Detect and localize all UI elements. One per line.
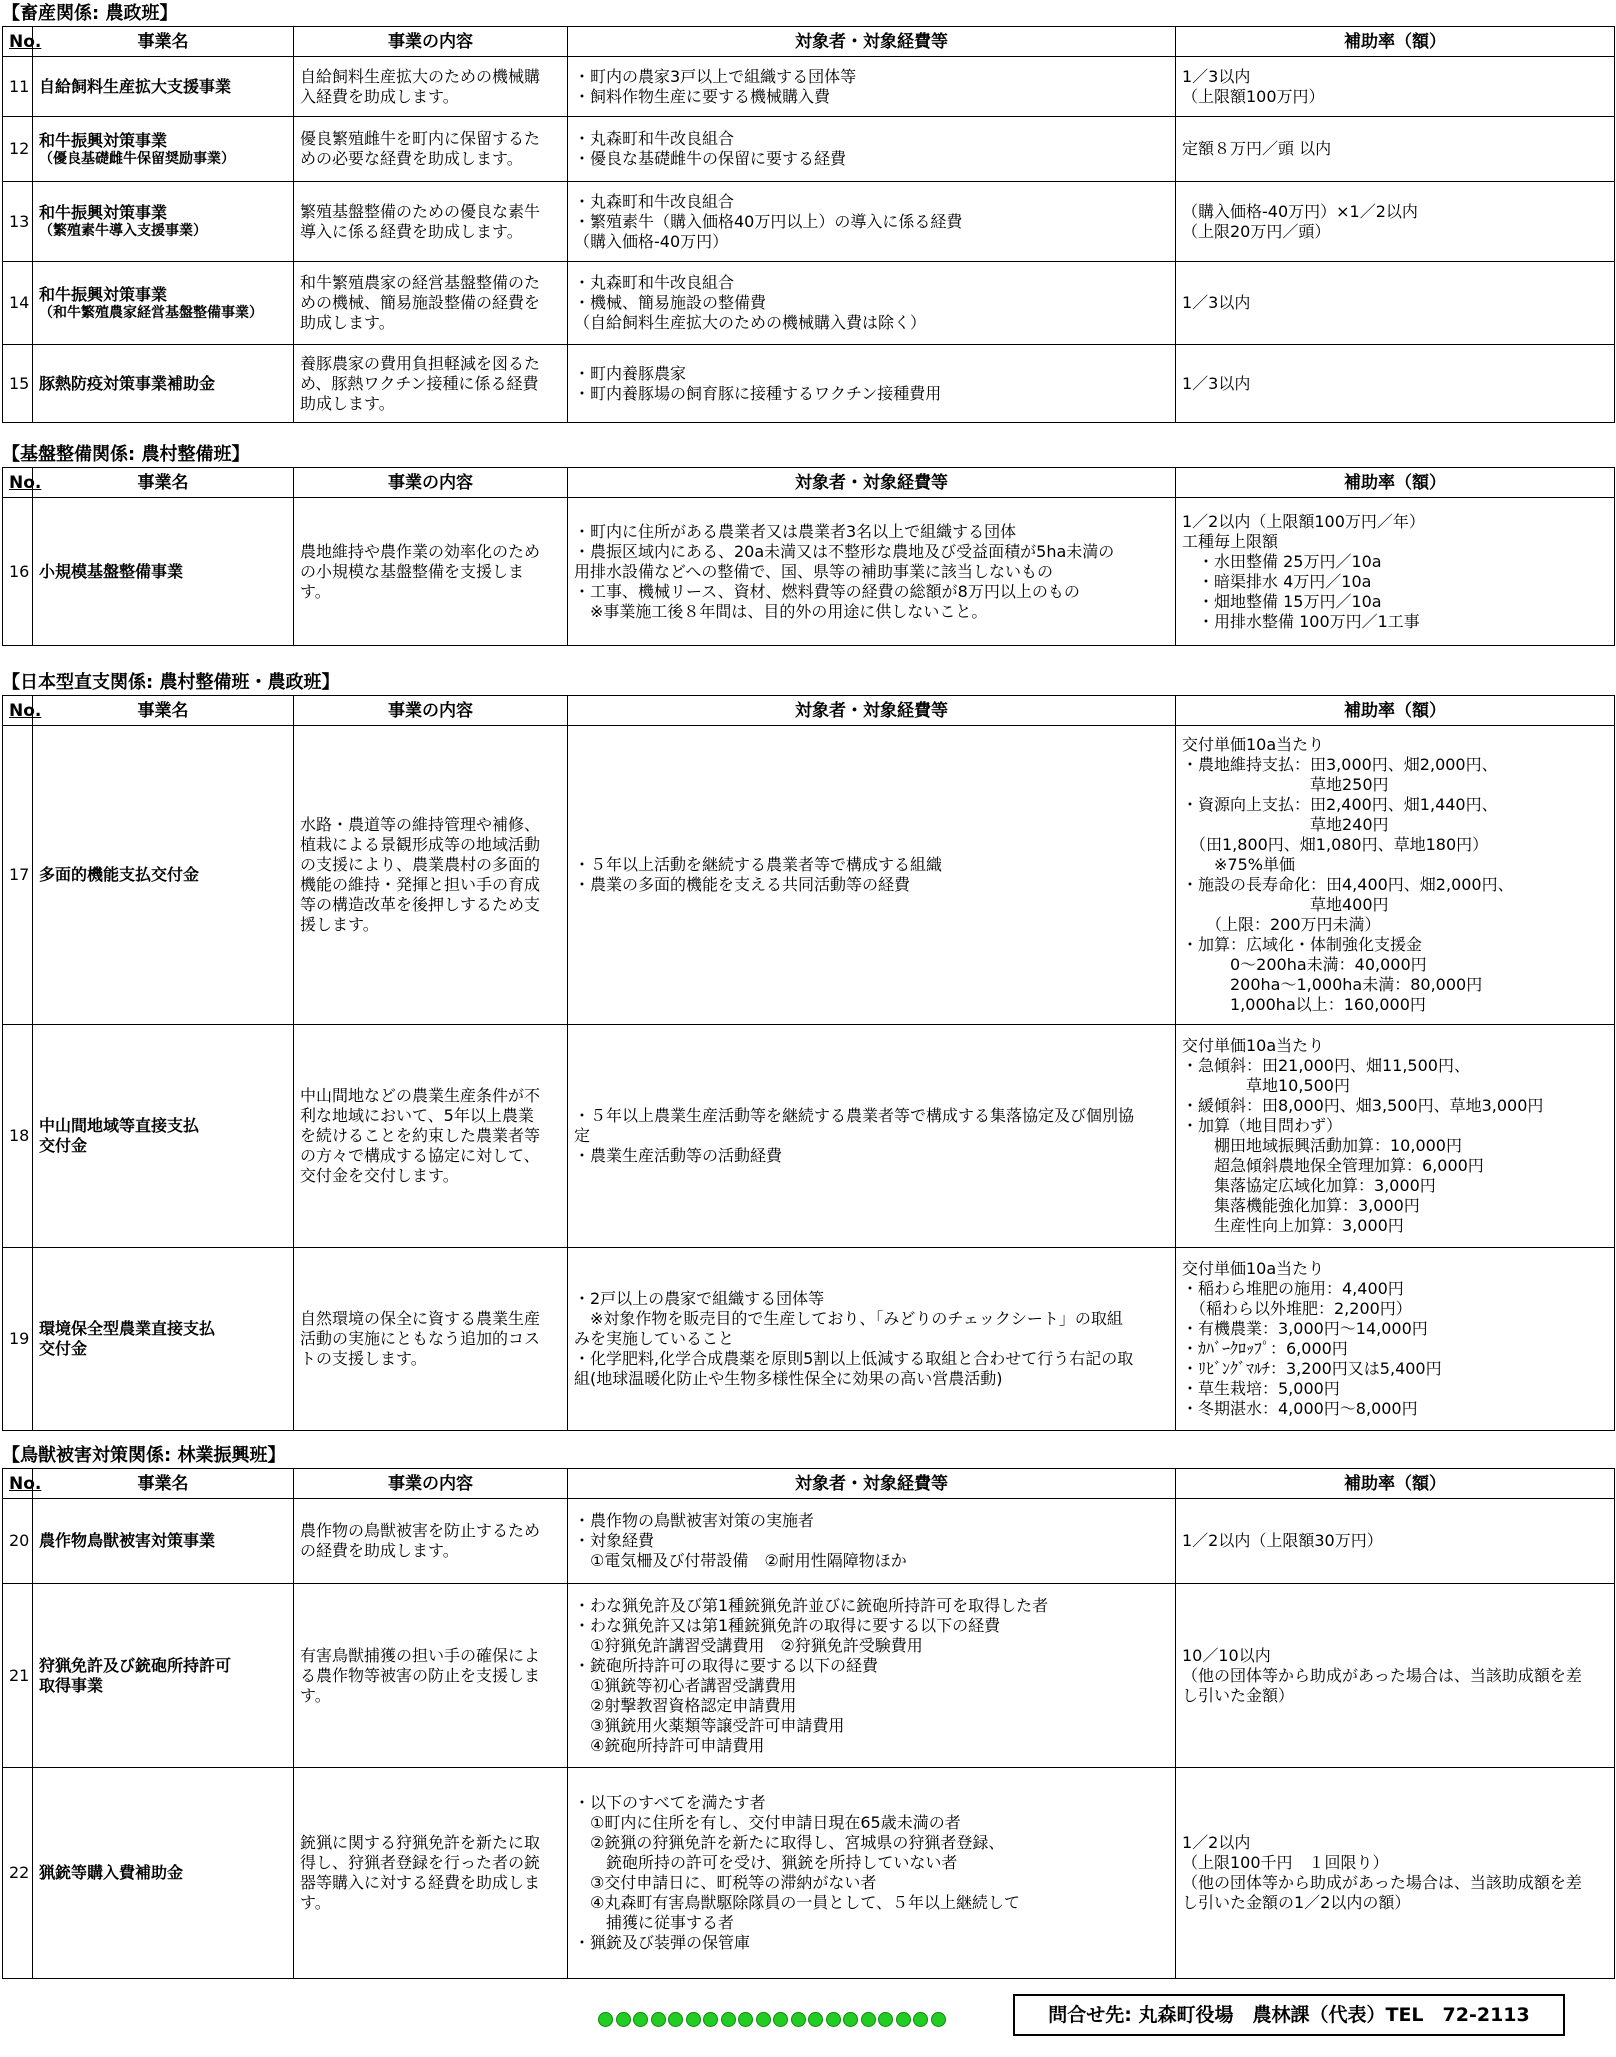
program-description-line: の小規模な基盤整備を支援しま: [300, 561, 525, 581]
green-dot: [861, 2012, 876, 2027]
target-and-costs-line: ②射撃教習資格認定申請費用: [574, 1695, 797, 1715]
target-and-costs-line: 銃砲所持の許可を受け、猟銃を所持していない者: [574, 1853, 958, 1872]
subsidy-rate-line: 1／3以内: [1182, 66, 1251, 86]
target-and-costs-line: ・銃砲所持許可の取得に要する以下の経費: [574, 1655, 879, 1675]
subsidy-rate-line: ・畑地整備 15万円／10a: [1182, 591, 1382, 611]
row-number: 20: [3, 1499, 33, 1584]
green-dot: [878, 2012, 893, 2027]
contact-box: [1013, 1994, 1565, 2036]
green-dot: [703, 2012, 718, 2027]
program-name-line: 自給飼料生産拡大支援事業: [39, 76, 232, 96]
program-name-line: 豚熱防疫対策事業補助金: [39, 373, 216, 393]
program-description: [294, 1248, 568, 1431]
target-and-costs-line: ①狩猟免許講習受講費用 ②狩猟免許受験費用: [574, 1635, 923, 1655]
target-and-costs-line: ・わな猟免許及び第1種銃猟免許並びに銃砲所持許可を取得した者: [574, 1595, 1049, 1615]
subsidy-rate: [1176, 726, 1615, 1025]
target-and-costs-line: 組(地球温暖化防止や生物多様性保全に効果の高い営農活動): [574, 1369, 1003, 1388]
target-and-costs: [568, 182, 1176, 262]
header-rate: 補助率（額）: [1176, 27, 1615, 57]
target-and-costs-line: ・農業の多面的機能を支える共同活動等の経費: [574, 875, 911, 894]
row-number: 16: [3, 498, 33, 646]
program-description-line: 和牛繁殖農家の経営基盤整備のた: [300, 273, 541, 292]
program-name: [33, 1025, 294, 1248]
program-description: [294, 1584, 568, 1768]
header-rate: 補助率（額）: [1176, 696, 1615, 726]
target-and-costs-line: ・化学肥料,化学合成農薬を原則5割以上低減する取組と合わせて行う右記の取: [574, 1349, 1134, 1368]
subsidy-rate-line: 1／3以内: [1182, 293, 1251, 312]
target-and-costs-line: ・町内の農家3戸以上で組織する団体等: [574, 66, 857, 86]
header-name: 事業名: [33, 27, 294, 57]
table-row: [3, 57, 1615, 117]
subsidy-rate-line: （上限額100万円）: [1182, 86, 1325, 106]
subsidy-rate-line: 集落協定広域化加算：3,000円: [1182, 1176, 1436, 1195]
subsidy-rate-line: 草地240円: [1182, 815, 1389, 834]
header-no: No.: [3, 468, 33, 498]
green-dot: [913, 2012, 928, 2027]
program-description-line: 自然環境の保全に資する農業生産: [300, 1309, 541, 1328]
program-name-line: 猟銃等購入費補助金: [39, 1863, 184, 1882]
table-header-row: [3, 468, 1615, 498]
target-and-costs-line: 捕獲に従事する者: [574, 1913, 735, 1932]
program-description-line: 有害鳥獣捕獲の担い手の確保によ: [300, 1645, 541, 1665]
target-and-costs: [568, 498, 1176, 646]
target-and-costs-line: ・2戸以上の農家で組織する団体等: [574, 1289, 825, 1308]
green-dot: [843, 2012, 858, 2027]
program-name: [33, 498, 294, 646]
subsidy-rate-line: 交付単価10a当たり: [1182, 735, 1325, 754]
target-and-costs-line: ・５年以上農業生産活動等を継続する農業者等で構成する集落協定及び個別協: [574, 1106, 1135, 1125]
program-name-line: 小規模基盤整備事業: [39, 561, 184, 581]
section-title: 【日本型直支関係: 農村整備班・農政班】: [2, 672, 340, 693]
target-and-costs-line: ・以下のすべてを満たす者: [574, 1793, 766, 1812]
program-name-line: 和牛振興対策事業: [39, 130, 168, 150]
subsidy-rate-line: し引いた金額の1／2以内の額）: [1182, 1893, 1411, 1912]
subsidy-rate-line: 定額８万円／頭 以内: [1182, 139, 1332, 158]
subsidy-rate-line: ・急傾斜：田21,000円、畑11,500円、: [1182, 1056, 1470, 1075]
program-subname: （繁殖素牛導入支援事業）: [39, 223, 207, 239]
row-number: 17: [3, 726, 33, 1025]
subsidy-rate: [1176, 345, 1615, 423]
subsidy-rate-line: 1／2以内（上限額30万円）: [1182, 1531, 1383, 1550]
target-and-costs: [568, 1025, 1176, 1248]
target-and-costs-line: ・農振区域内にある、20a未満又は不整形な農地及び受益面積が5ha未満の: [574, 541, 1115, 561]
program-description: [294, 1768, 568, 1979]
program-name: [33, 1499, 294, 1584]
subsidy-table: [2, 26, 1615, 423]
program-description-line: 繁殖基盤整備のための優良な素牛: [300, 201, 541, 221]
table-row: [3, 1025, 1615, 1248]
program-name-line: 多面的機能支払交付金: [39, 865, 200, 884]
program-description-line: 農作物の鳥獣被害を防止するため: [300, 1521, 541, 1540]
green-dot: [633, 2012, 648, 2027]
subsidy-rate: [1176, 182, 1615, 262]
program-name-line: 和牛振興対策事業: [39, 284, 168, 304]
green-dot: [738, 2012, 753, 2027]
program-name: [33, 1248, 294, 1431]
subsidy-rate: [1176, 1584, 1615, 1768]
target-and-costs-line: ②銃猟の狩猟免許を新たに取得し、宮城県の狩猟者登録、: [574, 1833, 1005, 1852]
target-and-costs-line: 用排水設備などへの整備で、国、県等の補助事業に該当しないもの: [574, 561, 1054, 581]
green-dot-divider: [598, 2012, 946, 2030]
program-description: [294, 117, 568, 182]
program-subname: （優良基礎雌牛保留奨励事業）: [39, 150, 235, 167]
program-description-line: 農地維持や農作業の効率化のため: [300, 541, 541, 561]
table-row: [3, 262, 1615, 345]
subsidy-rate: [1176, 1248, 1615, 1431]
row-number: 11: [3, 57, 33, 117]
program-description-line: 機能の維持・発揮と担い手の育成: [300, 875, 541, 894]
program-description: [294, 262, 568, 345]
green-dot: [931, 2012, 946, 2027]
target-and-costs-line: ①猟銃等初心者講習受講費用: [574, 1675, 797, 1695]
green-dot: [668, 2012, 683, 2027]
target-and-costs: [568, 1768, 1176, 1979]
table-row: [3, 726, 1615, 1025]
program-name: [33, 1584, 294, 1768]
row-number: 21: [3, 1584, 33, 1768]
program-description-line: 養豚農家の費用負担軽減を図るた: [300, 353, 541, 373]
target-and-costs-line: ・丸森町和牛改良組合: [574, 273, 735, 292]
program-name: [33, 1768, 294, 1979]
target-and-costs-line: ・繁殖素牛（購入価格40万円以上）の導入に係る経費: [574, 211, 963, 231]
target-and-costs-line: ※事業施工後８年間は、目的外の用途に供しないこと。: [574, 601, 988, 621]
header-name: 事業名: [33, 1469, 294, 1499]
row-number: 12: [3, 117, 33, 182]
target-and-costs: [568, 57, 1176, 117]
program-name: [33, 57, 294, 117]
target-and-costs: [568, 726, 1176, 1025]
subsidy-rate-line: （上限100千円 １回限り）: [1182, 1853, 1389, 1872]
subsidy-rate-line: 交付単価10a当たり: [1182, 1036, 1325, 1055]
program-description-line: 自給飼料生産拡大のための機械購: [300, 66, 541, 86]
target-and-costs-line: みを実施していること: [574, 1329, 735, 1348]
target-and-costs-line: ・対象経費: [574, 1531, 655, 1550]
program-description: [294, 57, 568, 117]
subsidy-rate-line: ・施設の長寿命化：田4,400円、畑2,000円、: [1182, 875, 1514, 894]
program-name: [33, 262, 294, 345]
table-header-row: [3, 1469, 1615, 1499]
subsidy-rate-line: 交付単価10a当たり: [1182, 1259, 1325, 1278]
table-header-row: [3, 696, 1615, 726]
program-name-line: 交付金: [39, 1136, 88, 1155]
subsidy-rate-line: ・加算（地目問わず）: [1182, 1116, 1343, 1135]
subsidy-rate-line: ※75%単価: [1182, 855, 1295, 874]
target-and-costs-line: （自給飼料生産拡大のための機械購入費は除く）: [574, 313, 927, 332]
table-row: [3, 117, 1615, 182]
program-name-line: 交付金: [39, 1339, 88, 1358]
program-description-line: 交付金を交付します。: [300, 1166, 459, 1185]
target-and-costs-line: ・農作物の鳥獣被害対策の実施者: [574, 1511, 815, 1530]
subsidy-rate-line: ・農地維持支払：田3,000円、畑2,000円、: [1182, 755, 1498, 774]
target-and-costs-line: ④銃砲所持許可申請費用: [574, 1735, 765, 1755]
target-and-costs: [568, 1499, 1176, 1584]
subsidy-rate-line: 0～200ha未満：40,000円: [1182, 955, 1427, 974]
program-description-line: の経費を助成します。: [300, 1541, 459, 1560]
program-name-line: 和牛振興対策事業: [39, 203, 168, 222]
header-target: 対象者・対象経費等: [568, 468, 1176, 498]
program-description-line: す。: [300, 581, 331, 601]
program-description-line: の方々で構成する協定に対して、: [300, 1146, 540, 1165]
subsidy-rate: [1176, 1499, 1615, 1584]
green-dot: [773, 2012, 788, 2027]
subsidy-table: [2, 467, 1615, 646]
section-title: 【畜産関係: 農政班】: [2, 3, 178, 24]
table-row: [3, 1248, 1615, 1431]
target-and-costs-line: ・機械、簡易施設の整備費: [574, 293, 767, 312]
target-and-costs-line: ①町内に住所を有し、交付申請日現在65歳未満の者: [574, 1813, 961, 1832]
table-header-row: [3, 27, 1615, 57]
header-content: 事業の内容: [294, 1469, 568, 1499]
program-description-line: 中山間地などの農業生産条件が不: [300, 1086, 541, 1105]
subsidy-rate-line: 1／3以内: [1182, 373, 1251, 393]
subsidy-rate-line: ・資源向上支払：田2,400円、畑1,440円、: [1182, 795, 1498, 814]
program-subname: （和牛繁殖農家経営基盤整備事業）: [39, 304, 263, 321]
target-and-costs-line: ・工事、機械リース、資材、燃料費等の経費の総額が8万円以上のもの: [574, 581, 1080, 601]
green-dot: [616, 2012, 631, 2027]
header-content: 事業の内容: [294, 468, 568, 498]
subsidy-rate-line: ・ｶﾊﾞｰｸﾛｯﾌﾟ：6,000円: [1182, 1339, 1348, 1358]
target-and-costs-line: ④丸森町有害鳥獣駆除隊員の一員として、５年以上継続して: [574, 1893, 1021, 1912]
target-and-costs: [568, 1248, 1176, 1431]
program-description-line: 水路・農道等の維持管理や補修、: [300, 815, 541, 834]
program-description-line: る農作物等被害の防止を支援しま: [300, 1665, 541, 1685]
green-dot: [808, 2012, 823, 2027]
program-description-line: す。: [300, 1685, 331, 1705]
program-name-line: 環境保全型農業直接支払: [39, 1319, 216, 1338]
program-name-line: 中山間地域等直接支払: [39, 1116, 200, 1135]
section-title: 【鳥獣被害対策関係: 林業振興班】: [2, 1445, 286, 1466]
subsidy-rate-line: ・緩傾斜：田8,000円、畑3,500円、草地3,000円: [1182, 1096, 1544, 1115]
subsidy-rate-line: 10／10以内: [1182, 1645, 1271, 1665]
program-description-line: 得し、狩猟者登録を行った者の銃: [300, 1853, 541, 1872]
target-and-costs: [568, 345, 1176, 423]
program-description-line: 植栽による景観形成等の地域活動: [300, 835, 541, 854]
program-description: [294, 345, 568, 423]
subsidy-rate-line: （購入価格-40万円）×1／2以内: [1182, 201, 1418, 221]
subsidy-rate-line: 集落機能強化加算：3,000円: [1182, 1196, 1420, 1215]
program-name-line: 取得事業: [39, 1675, 104, 1695]
row-number: 15: [3, 345, 33, 423]
subsidy-rate-line: 200ha～1,000ha未満：80,000円: [1182, 975, 1483, 994]
subsidy-rate-line: 超急傾斜農地保全管理加算：6,000円: [1182, 1156, 1484, 1175]
subsidy-table: [2, 1468, 1615, 1979]
subsidy-rate-line: 1／2以内（上限額100万円／年）: [1182, 511, 1425, 531]
program-description-line: 利な地域において、5年以上農業: [300, 1106, 534, 1125]
subsidy-rate-line: ・有機農業：3,000円～14,000円: [1182, 1319, 1428, 1338]
program-description-line: 活動の実施にともなう追加的コス: [300, 1329, 541, 1348]
table-row: [3, 1499, 1615, 1584]
subsidy-rate-line: （他の団体等から助成があった場合は、当該助成額を差: [1182, 1873, 1582, 1892]
table-row: [3, 498, 1615, 646]
subsidy-rate-line: ・加算：広域化・体制強化支援金: [1182, 935, 1423, 954]
program-name-line: 狩猟免許及び銃砲所持許可: [39, 1655, 232, 1675]
subsidy-rate-line: ・水田整備 25万円／10a: [1182, 551, 1382, 571]
subsidy-rate-line: （上限：200万円未満）: [1182, 915, 1381, 934]
program-description-line: 助成します。: [300, 313, 395, 332]
target-and-costs-line: ・飼料作物生産に要する機械購入費: [574, 86, 831, 106]
target-and-costs-line: ③猟銃用火薬類等譲受許可申請費用: [574, 1715, 845, 1735]
program-description: [294, 726, 568, 1025]
subsidy-rate-line: ・草生栽培：5,000円: [1182, 1379, 1340, 1398]
program-description-line: 助成します。: [300, 393, 395, 413]
header-target: 対象者・対象経費等: [568, 696, 1176, 726]
program-description-line: を続けることを約束した農業者等: [300, 1126, 541, 1145]
target-and-costs-line: ・丸森町和牛改良組合: [574, 191, 735, 211]
subsidy-rate-line: 棚田地域振興活動加算：10,000円: [1182, 1136, 1462, 1155]
table-row: [3, 345, 1615, 423]
table-row: [3, 1584, 1615, 1768]
subsidy-rate-line: 1,000ha以上：160,000円: [1182, 995, 1426, 1014]
subsidy-rate-line: 1／2以内: [1182, 1833, 1251, 1852]
subsidy-rate: [1176, 1025, 1615, 1248]
subsidy-rate-line: 草地250円: [1182, 775, 1389, 794]
program-description: [294, 1025, 568, 1248]
row-number: 22: [3, 1768, 33, 1979]
target-and-costs-line: ※対象作物を販売目的で生産しており、「みどりのチェックシート」の取組: [574, 1309, 1123, 1328]
target-and-costs-line: ・５年以上活動を継続する農業者等で構成する組織: [574, 855, 943, 874]
row-number: 18: [3, 1025, 33, 1248]
subsidy-rate-line: ・暗渠排水 4万円／10a: [1182, 571, 1372, 591]
header-target: 対象者・対象経費等: [568, 27, 1176, 57]
program-description: [294, 182, 568, 262]
program-description-line: す。: [300, 1893, 331, 1912]
target-and-costs-line: ③交付申請日に、町税等の滞納がない者: [574, 1873, 877, 1892]
subsidy-rate-line: （他の団体等から助成があった場合は、当該助成額を差: [1182, 1665, 1582, 1685]
subsidy-rate-line: 草地400円: [1182, 895, 1389, 914]
header-name: 事業名: [33, 696, 294, 726]
target-and-costs-line: ①電気柵及び付帯設備 ②耐用性隔障物ほか: [574, 1551, 907, 1570]
subsidy-rate: [1176, 1768, 1615, 1979]
target-and-costs-line: ・猟銃及び装弾の保管庫: [574, 1933, 751, 1952]
green-dot: [756, 2012, 771, 2027]
row-number: 19: [3, 1248, 33, 1431]
program-description-line: 等の構造改革を後押しするため支: [300, 895, 541, 914]
green-dot: [896, 2012, 911, 2027]
header-name: 事業名: [33, 468, 294, 498]
subsidy-rate: [1176, 262, 1615, 345]
target-and-costs: [568, 262, 1176, 345]
subsidy-rate-line: ・用排水整備 100万円／1工事: [1182, 611, 1420, 631]
program-name: [33, 726, 294, 1025]
row-number: 13: [3, 182, 33, 262]
subsidy-rate-line: （稲わら以外堆肥：2,200円）: [1182, 1299, 1412, 1318]
subsidy-rate-line: 工種毎上限額: [1182, 531, 1279, 551]
target-and-costs-line: ・町内養豚場の飼育豚に接種するワクチン接種費用: [574, 383, 942, 403]
target-and-costs-line: ・丸森町和牛改良組合: [574, 129, 735, 148]
target-and-costs-line: 定: [574, 1126, 591, 1145]
program-description-line: めの必要な経費を助成します。: [300, 149, 523, 168]
program-name-line: 農作物鳥獣被害対策事業: [39, 1531, 216, 1550]
subsidy-rate: [1176, 117, 1615, 182]
header-target: 対象者・対象経費等: [568, 1469, 1176, 1499]
header-no: No.: [3, 1469, 33, 1499]
subsidy-rate-line: ・ﾘﾋﾞﾝｸﾞﾏﾙﾁ：3,200円又は5,400円: [1182, 1359, 1442, 1378]
program-description-line: 入経費を助成します。: [300, 86, 459, 106]
contact-text: 問合せ先: 丸森町役場 農林課（代表）TEL 72-2113: [1048, 2004, 1530, 2026]
subsidy-rate-line: し引いた金額）: [1182, 1685, 1295, 1705]
green-dot: [826, 2012, 841, 2027]
target-and-costs-line: ・優良な基礎雌牛の保留に要する経費: [574, 149, 847, 168]
program-description-line: 援します。: [300, 915, 379, 934]
program-description-line: 器等購入に対する経費を助成しま: [300, 1873, 541, 1892]
program-name: [33, 182, 294, 262]
green-dot: [651, 2012, 666, 2027]
target-and-costs-line: ・わな猟免許又は第1種銃猟免許の取得に要する以下の経費: [574, 1615, 1001, 1635]
program-description-line: の支援により、農業農村の多面的: [300, 855, 541, 874]
table-row: [3, 182, 1615, 262]
target-and-costs-line: ・農業生産活動等の活動経費: [574, 1146, 783, 1165]
header-rate: 補助率（額）: [1176, 1469, 1615, 1499]
green-dot: [686, 2012, 701, 2027]
program-description: [294, 1499, 568, 1584]
program-description-line: トの支援します。: [300, 1349, 427, 1368]
green-dot: [721, 2012, 736, 2027]
row-number: 14: [3, 262, 33, 345]
program-description-line: 導入に係る経費を助成します。: [300, 221, 523, 241]
subsidy-rate-line: ・冬期湛水：4,000円～8,000円: [1182, 1399, 1418, 1418]
subsidy-rate-line: （田1,800円、畑1,080円、草地180円）: [1182, 835, 1489, 854]
program-name: [33, 345, 294, 423]
target-and-costs: [568, 117, 1176, 182]
target-and-costs-line: （購入価格-40万円）: [574, 231, 729, 251]
subsidy-rate-line: ・稲わら堆肥の施用：4,400円: [1182, 1279, 1404, 1298]
green-dot: [598, 2012, 613, 2027]
subsidy-rate-line: 草地10,500円: [1182, 1076, 1350, 1095]
program-description-line: 優良繁殖雌牛を町内に保留するた: [300, 129, 541, 148]
subsidy-rate-line: （上限20万円／頭）: [1182, 221, 1331, 241]
header-rate: 補助率（額）: [1176, 468, 1615, 498]
subsidy-table: [2, 695, 1615, 1431]
green-dot: [791, 2012, 806, 2027]
header-content: 事業の内容: [294, 27, 568, 57]
program-description-line: めの機械、簡易施設整備の経費を: [300, 293, 541, 312]
program-description-line: め、豚熱ワクチン接種に係る経費: [300, 373, 539, 393]
target-and-costs-line: ・町内養豚農家: [574, 363, 687, 383]
header-content: 事業の内容: [294, 696, 568, 726]
program-description: [294, 498, 568, 646]
program-description-line: 銃猟に関する狩猟免許を新たに取: [300, 1833, 541, 1852]
subsidy-rate: [1176, 498, 1615, 646]
header-no: No.: [3, 696, 33, 726]
section-title: 【基盤整備関係: 農村整備班】: [2, 444, 250, 465]
target-and-costs: [568, 1584, 1176, 1768]
program-name: [33, 117, 294, 182]
subsidy-rate-line: 生産性向上加算：3,000円: [1182, 1216, 1404, 1235]
header-no: No.: [3, 27, 33, 57]
table-row: [3, 1768, 1615, 1979]
subsidy-rate: [1176, 57, 1615, 117]
target-and-costs-line: ・町内に住所がある農業者又は農業者3名以上で組織する団体: [574, 521, 1017, 541]
